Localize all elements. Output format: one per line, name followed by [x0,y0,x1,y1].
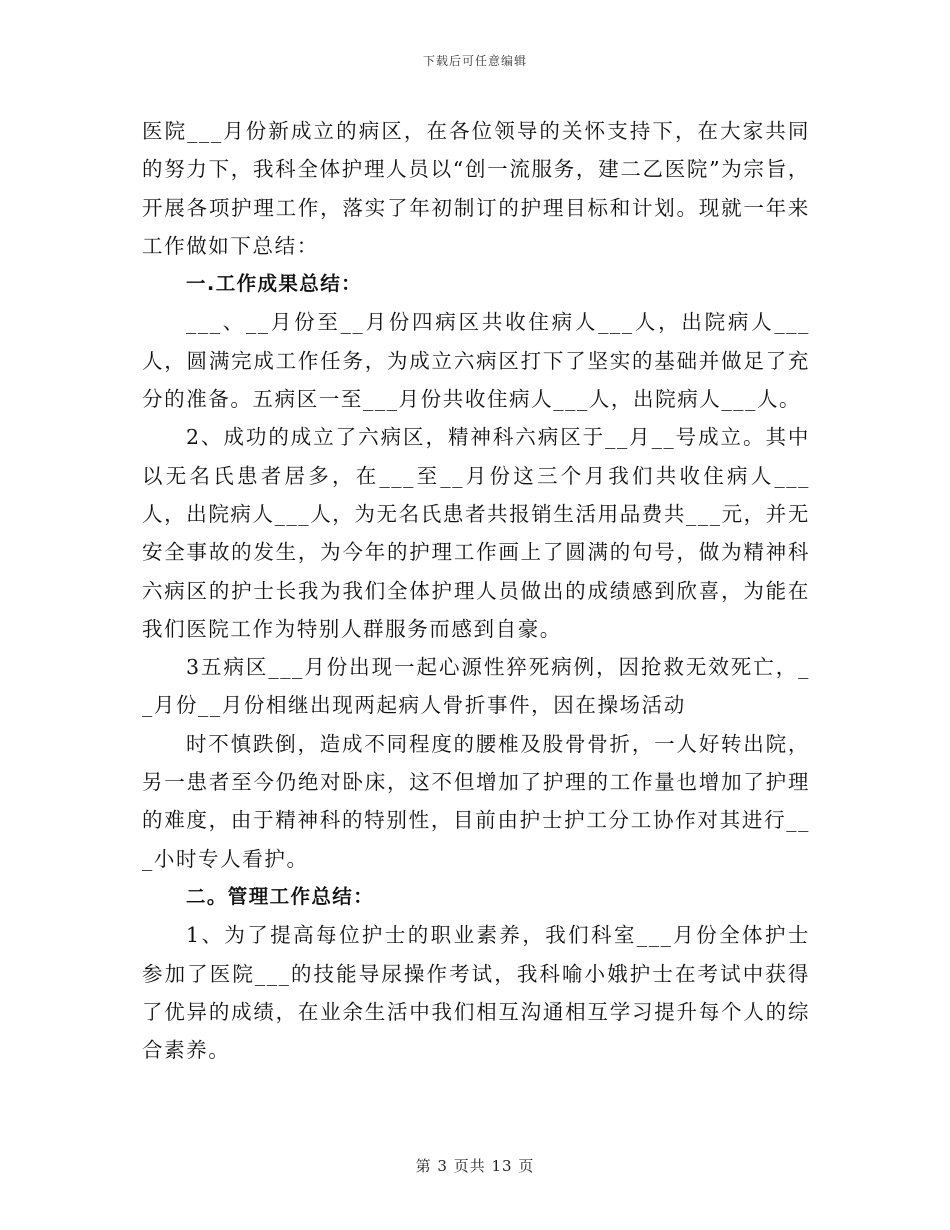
management-item-1: 1、为了提高每位护士的职业素养，我们科室___月份全体护士参加了医院___的技能导尿操作考试，我科喻小娥护士在考试中获得了优异的成绩，在业余生活中我们相互沟通相互学习提升每个人的综合素养。 [142,923,810,1063]
work-results-item-2: 2、成功的成立了六病区，精神科六病区于__月__号成立。其中以无名氏患者居多，在___至__月份这三个月我们共收住病人___人，出院病人___人，为无名氏患者共报销生活用品费共___元，并无安全事故的发生，为今年的护理工作画上了圆满的句号，做为精神科六病区的护士长我为我们全体护理人员做出的成绩感到欣喜，为能在我们医院工作为特别人群服务而感到自豪。 [142,425,810,641]
document-body [142,112,810,1069]
intro-paragraph: 医院___月份新成立的病区，在各位领导的关怀支持下，在大家共同的努力下，我科全体护理人员以“创一流服务，建二乙医院”为宗旨，开展各项护理工作，落实了年初制订的护理目标和计划。现就一年来工作做如下总结： [142,119,810,258]
work-results-item-1: ___、__月份至__月份四病区共收住病人___人，出院病人___人，圆满完成工作任务，为成立六病区打下了坚实的基础并做足了充分的准备。五病区一至___月份共收住病人___人，出院病人___人。 [142,310,810,412]
section-heading-management: 二。管理工作总结： [186,884,375,908]
page-header-note: 下载后可任意编辑 [422,54,527,68]
work-results-item-3-continued: 时不慎跌倒，造成不同程度的腰椎及股骨骨折，一人好转出院，另一患者至今仍绝对卧床，这不但增加了护理的工作量也增加了护理的难度，由于精神科的特别性，目前由护士护工分工协作对其进行___小时专人看护。 [142,731,810,871]
page-number: 第 3 页共 13 页 [415,1157,535,1175]
work-results-item-3: 3五病区___月份出现一起心源性猝死病例，因抢救无效死亡，__月份__月份相继出现两起病人骨折事件，因在操场活动 [142,655,810,718]
section-heading-work-results: 一.工作成果总结： [186,272,363,296]
